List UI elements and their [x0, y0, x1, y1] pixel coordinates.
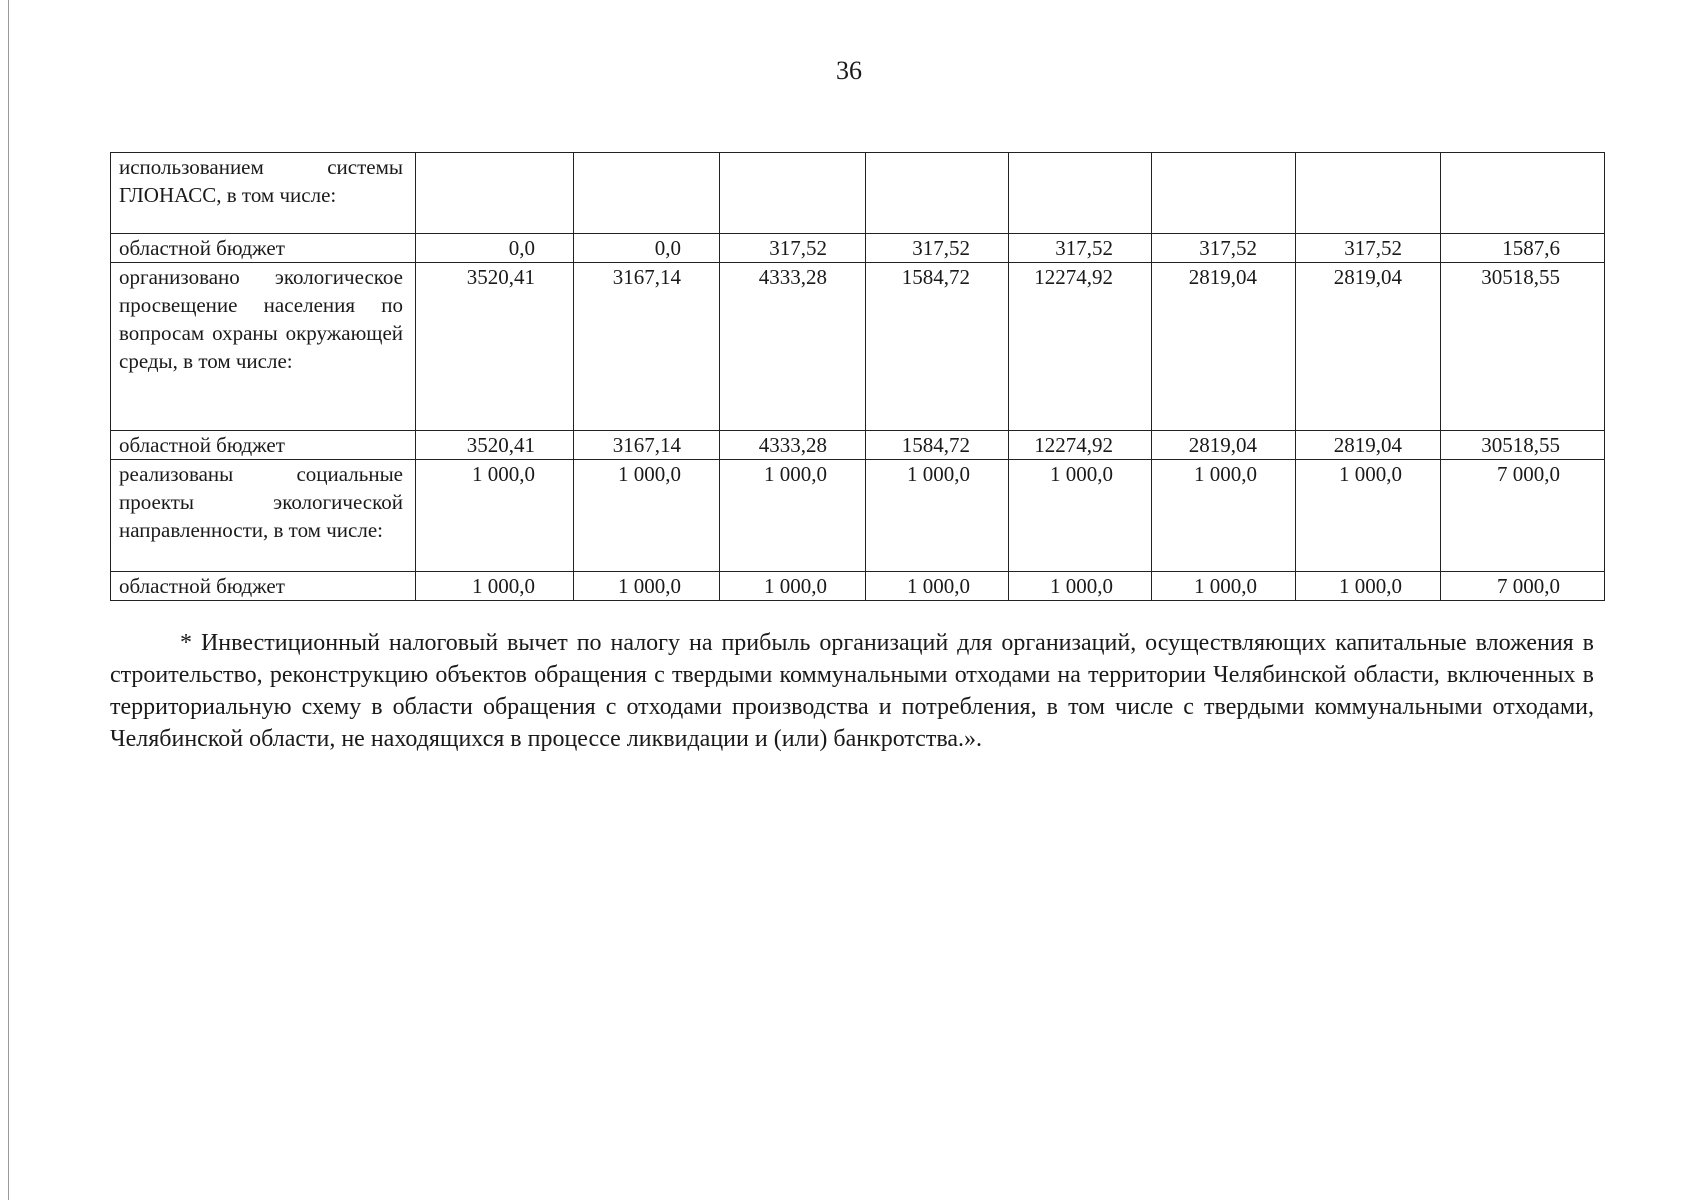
table-row [111, 572, 1605, 601]
value-cell: 1 000,0 [1152, 572, 1296, 601]
scan-edge-line [8, 0, 9, 1200]
table-row [111, 431, 1605, 460]
value-cell: 2819,04 [1152, 431, 1296, 460]
value-cell: 317,52 [1152, 234, 1296, 263]
value-cell: 4333,28 [720, 431, 866, 460]
value-cell [416, 153, 574, 234]
value-cell: 0,0 [416, 234, 574, 263]
value-cell [720, 153, 866, 234]
total-cell: 7 000,0 [1441, 460, 1605, 572]
value-cell: 12274,92 [1009, 263, 1152, 431]
value-cell [574, 153, 720, 234]
value-cell: 1 000,0 [720, 572, 866, 601]
value-cell [1009, 153, 1152, 234]
total-cell: 1587,6 [1441, 234, 1605, 263]
row-label: организовано экологическое просвещение населения по вопросам охраны окружающей среды, в том числе: [111, 263, 416, 431]
value-cell [1296, 153, 1441, 234]
table-row [111, 153, 1605, 234]
value-cell: 2819,04 [1296, 431, 1441, 460]
row-label: областной бюджет [111, 234, 416, 263]
value-cell: 317,52 [1009, 234, 1152, 263]
total-cell: 30518,55 [1441, 431, 1605, 460]
value-cell: 3520,41 [416, 263, 574, 431]
total-cell: 7 000,0 [1441, 572, 1605, 601]
total-cell: 30518,55 [1441, 263, 1605, 431]
value-cell: 1 000,0 [574, 572, 720, 601]
value-cell: 1 000,0 [1009, 572, 1152, 601]
value-cell [1152, 153, 1296, 234]
footnote: * Инвестиционный налоговый вычет по налогу на прибыль организаций для организаций, осуществляющих капитальные вложения в строительство, реконструкцию объектов обращения с твердыми коммунальными отходами на территории Челябинской области, включенных в территориальную схему в области обращения с отходами производства и потребления, в том числе с твердыми коммунальными отходами, Челябинской области, не находящихся в процессе ликвидации и (или) банкротства.». [110, 630, 1594, 752]
value-cell: 1 000,0 [1009, 460, 1152, 572]
value-cell: 0,0 [574, 234, 720, 263]
value-cell: 3167,14 [574, 263, 720, 431]
value-cell: 4333,28 [720, 263, 866, 431]
value-cell: 1 000,0 [1152, 460, 1296, 572]
value-cell: 317,52 [720, 234, 866, 263]
value-cell: 317,52 [1296, 234, 1441, 263]
value-cell: 1 000,0 [416, 572, 574, 601]
value-cell: 3167,14 [574, 431, 720, 460]
value-cell: 1 000,0 [720, 460, 866, 572]
budget-table [110, 152, 1605, 601]
value-cell: 1584,72 [866, 263, 1009, 431]
value-cell: 317,52 [866, 234, 1009, 263]
value-cell [866, 153, 1009, 234]
value-cell: 1 000,0 [574, 460, 720, 572]
row-label: областной бюджет [111, 431, 416, 460]
value-cell: 1 000,0 [866, 572, 1009, 601]
total-cell [1441, 153, 1605, 234]
value-cell: 1 000,0 [1296, 572, 1441, 601]
value-cell: 1 000,0 [1296, 460, 1441, 572]
row-label: реализованы социальные проекты экологической направленности, в том числе: [111, 460, 416, 572]
value-cell: 2819,04 [1296, 263, 1441, 431]
page-number: 36 [836, 56, 862, 85]
value-cell: 3520,41 [416, 431, 574, 460]
table-row [111, 234, 1605, 263]
table-row [111, 263, 1605, 431]
value-cell: 2819,04 [1152, 263, 1296, 431]
value-cell: 12274,92 [1009, 431, 1152, 460]
table-row [111, 460, 1605, 572]
value-cell: 1 000,0 [866, 460, 1009, 572]
value-cell: 1 000,0 [416, 460, 574, 572]
row-label: использованием системы ГЛОНАСС, в том числе: [111, 153, 416, 234]
row-label: областной бюджет [111, 572, 416, 601]
value-cell: 1584,72 [866, 431, 1009, 460]
